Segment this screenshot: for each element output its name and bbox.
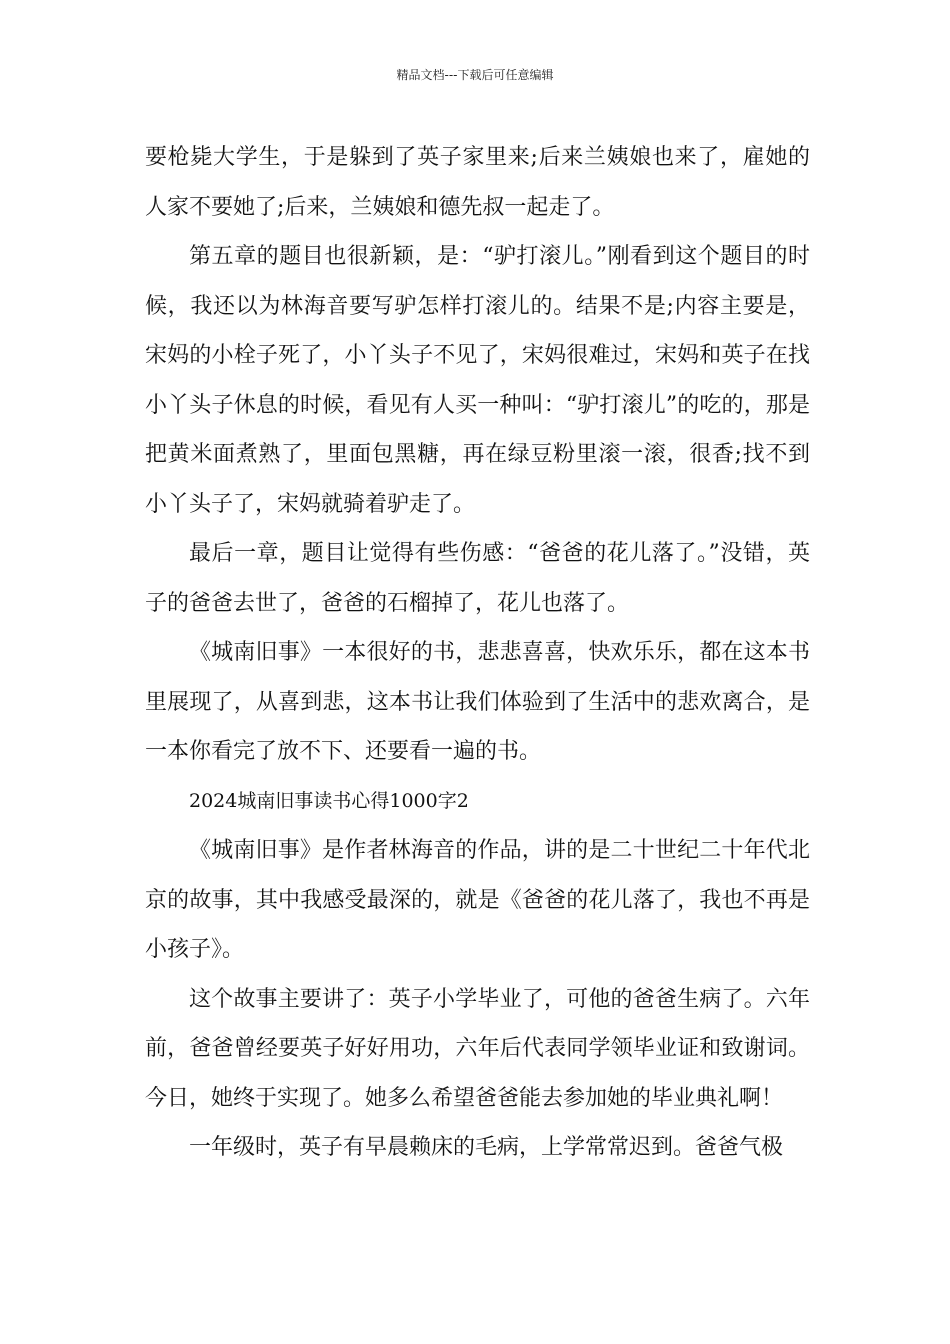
essay-heading: 2024城南旧事读书心得1000字2 bbox=[189, 789, 469, 812]
paragraph-continuation: 要枪毙大学生，于是躲到了英子家里来;后来兰姨娘也来了，雇她的人家不要她了;后来，兰姨娘和德先叔一起走了。 bbox=[145, 145, 810, 220]
paragraph-book-summary: 《城南旧事》一本很好的书，悲悲喜喜，快欢乐乐，都在这本书里展现了，从喜到悲，这本书让我们体验到了生活中的悲欢离合，是一本你看完了放不下、还要看一遍的书。 bbox=[145, 640, 810, 764]
paragraph-story-summary: 这个故事主要讲了：英子小学毕业了，可他的爸爸生病了。六年前，爸爸曾经要英子好好用功，六年后代表同学领毕业证和致谢词。今日，她终于实现了。她多么希望爸爸能去参加她的毕业典礼啊！ bbox=[145, 986, 810, 1111]
document-body bbox=[145, 133, 810, 1173]
paragraph-intro: 《城南旧事》是作者林海音的作品，讲的是二十世纪二十年代北京的故事，其中我感受最深的，就是《爸爸的花儿落了，我也不再是小孩子》。 bbox=[145, 838, 810, 962]
paragraph-last-chapter: 最后一章，题目让觉得有些伤感：“爸爸的花儿落了。”没错，英子的爸爸去世了，爸爸的石榴掉了，花儿也落了。 bbox=[145, 541, 810, 616]
page-header: 精品文档---下载后可任意编辑 bbox=[396, 68, 554, 82]
paragraph-first-grade: 一年级时，英子有早晨赖床的毛病，上学常常迟到。爸爸气极 bbox=[189, 1135, 784, 1160]
paragraph-chapter-five: 第五章的题目也很新颖，是：“驴打滚儿。”刚看到这个题目的时候，我还以为林海音要写驴怎样打滚儿的。结果不是;内容主要是，宋妈的小栓子死了，小丫头子不见了，宋妈很难过，宋妈和英子在找小丫头子休息的时候，看见有人买一种叫：“驴打滚儿”的吃的，那是把黄米面煮熟了，里面包黑糖，再在绿豆粉里滚一滚，很香;找不到小丫头子了，宋妈就骑着驴走了。 bbox=[145, 244, 810, 517]
